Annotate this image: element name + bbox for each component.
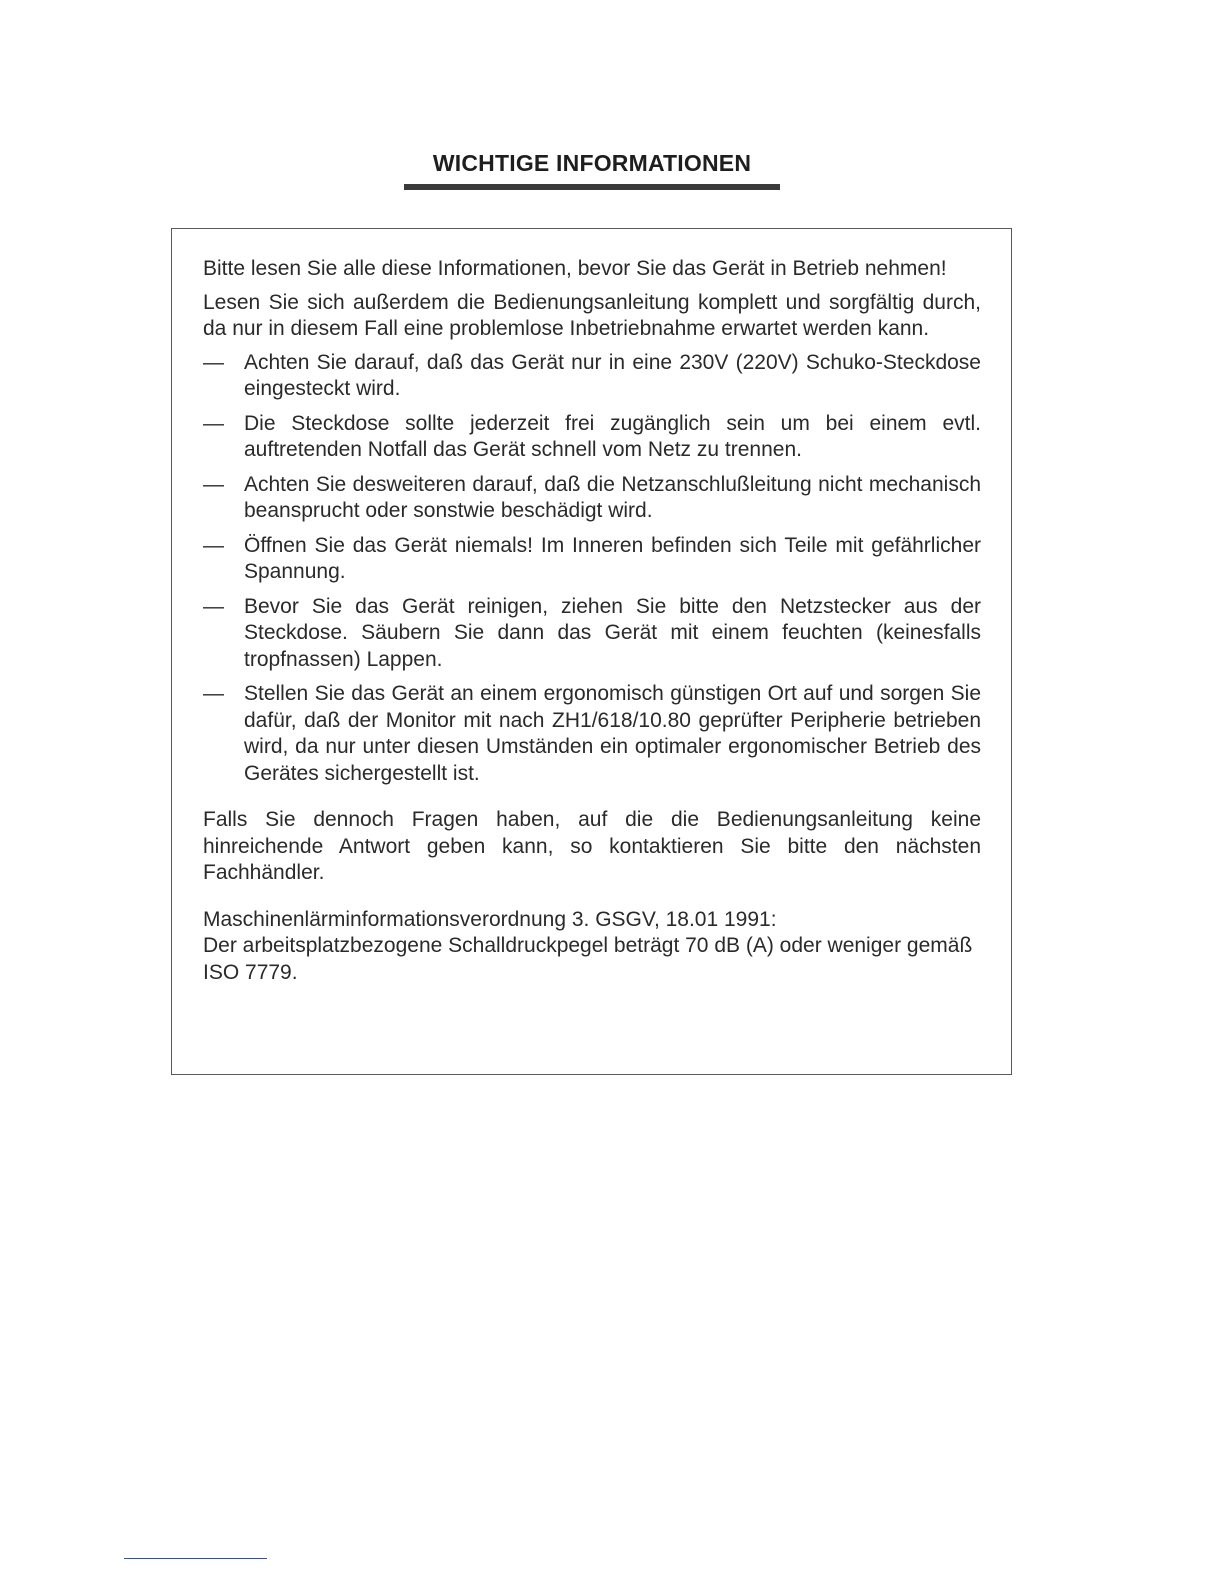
- dash-marker: —: [203, 594, 224, 618]
- info-box: [171, 228, 1012, 1075]
- noise-regulation-heading: Maschinenlärminformationsverordnung 3. GSGV, 18.01 1991:: [203, 907, 777, 931]
- questions-paragraph: Falls Sie dennoch Fragen haben, auf die die Bedienungsanleitung keine hinreichende Antwort geben kann, so kontaktieren Sie bitte den nächsten Fachhändler.: [203, 808, 981, 884]
- dash-marker: —: [203, 472, 224, 496]
- list-item-text: Achten Sie darauf, daß das Gerät nur in eine 230V (220V) Schuko-Steckdose eingesteckt wird.: [244, 350, 981, 400]
- list-item: [203, 350, 981, 403]
- noise-regulation: [203, 907, 981, 987]
- list-item: [203, 594, 981, 674]
- list-item: [203, 411, 981, 464]
- list-item: [203, 533, 981, 586]
- footnote-rule: [124, 1558, 267, 1559]
- dash-marker: —: [203, 411, 224, 435]
- safety-list: [203, 350, 981, 788]
- list-item-text: Die Steckdose sollte jederzeit frei zugänglich sein um bei einem evtl. auftretenden Notfall das Gerät schnell vom Netz zu trennen.: [244, 411, 981, 461]
- info-content: [203, 256, 981, 986]
- dash-marker: —: [203, 682, 224, 705]
- list-item-text: Öffnen Sie das Gerät niemals! Im Inneren befinden sich Teile mit gefährlicher Spannung.: [244, 533, 981, 583]
- list-item-text: Achten Sie desweiteren darauf, daß die Netzanschlußleitung nicht mechanisch beansprucht oder sonstwie beschädigt wird.: [244, 472, 981, 522]
- intro-paragraph: Bitte lesen Sie alle diese Informationen, bevor Sie das Gerät in Betrieb nehmen!: [203, 257, 947, 280]
- list-item-text: Stellen Sie das Gerät an einem ergonomisch günstigen Ort auf und sorgen Sie dafür, daß der Monitor mit nach ZH1/618/10.80 geprüfter Peripherie betrieben wird, da nur unter diesen Umständen ein optimaler ergonomischer Betrieb des Gerätes sichergestellt ist.: [244, 682, 981, 785]
- dash-marker: —: [203, 350, 224, 374]
- title-underline: [404, 184, 780, 190]
- list-item: [203, 472, 981, 525]
- dash-marker: —: [203, 533, 224, 557]
- intro-paragraph: Lesen Sie sich außerdem die Bedienungsanleitung komplett und sorgfältig durch, da nur in diesem Fall eine problemlose Inbetriebnahme erwartet werden kann.: [203, 290, 981, 340]
- list-item: [203, 681, 981, 787]
- list-item-text: Bevor Sie das Gerät reinigen, ziehen Sie bitte den Netzstecker aus der Steckdose. Säubern Sie dann das Gerät mit einem feuchten (keinesfalls tropfnassen) Lappen.: [244, 594, 981, 671]
- noise-regulation-text: Der arbeitsplatzbezogene Schalldruckpegel beträgt 70 dB (A) oder weniger gemäß ISO 7779.: [203, 934, 973, 984]
- page-title: WICHTIGE INFORMATIONEN: [432, 150, 752, 176]
